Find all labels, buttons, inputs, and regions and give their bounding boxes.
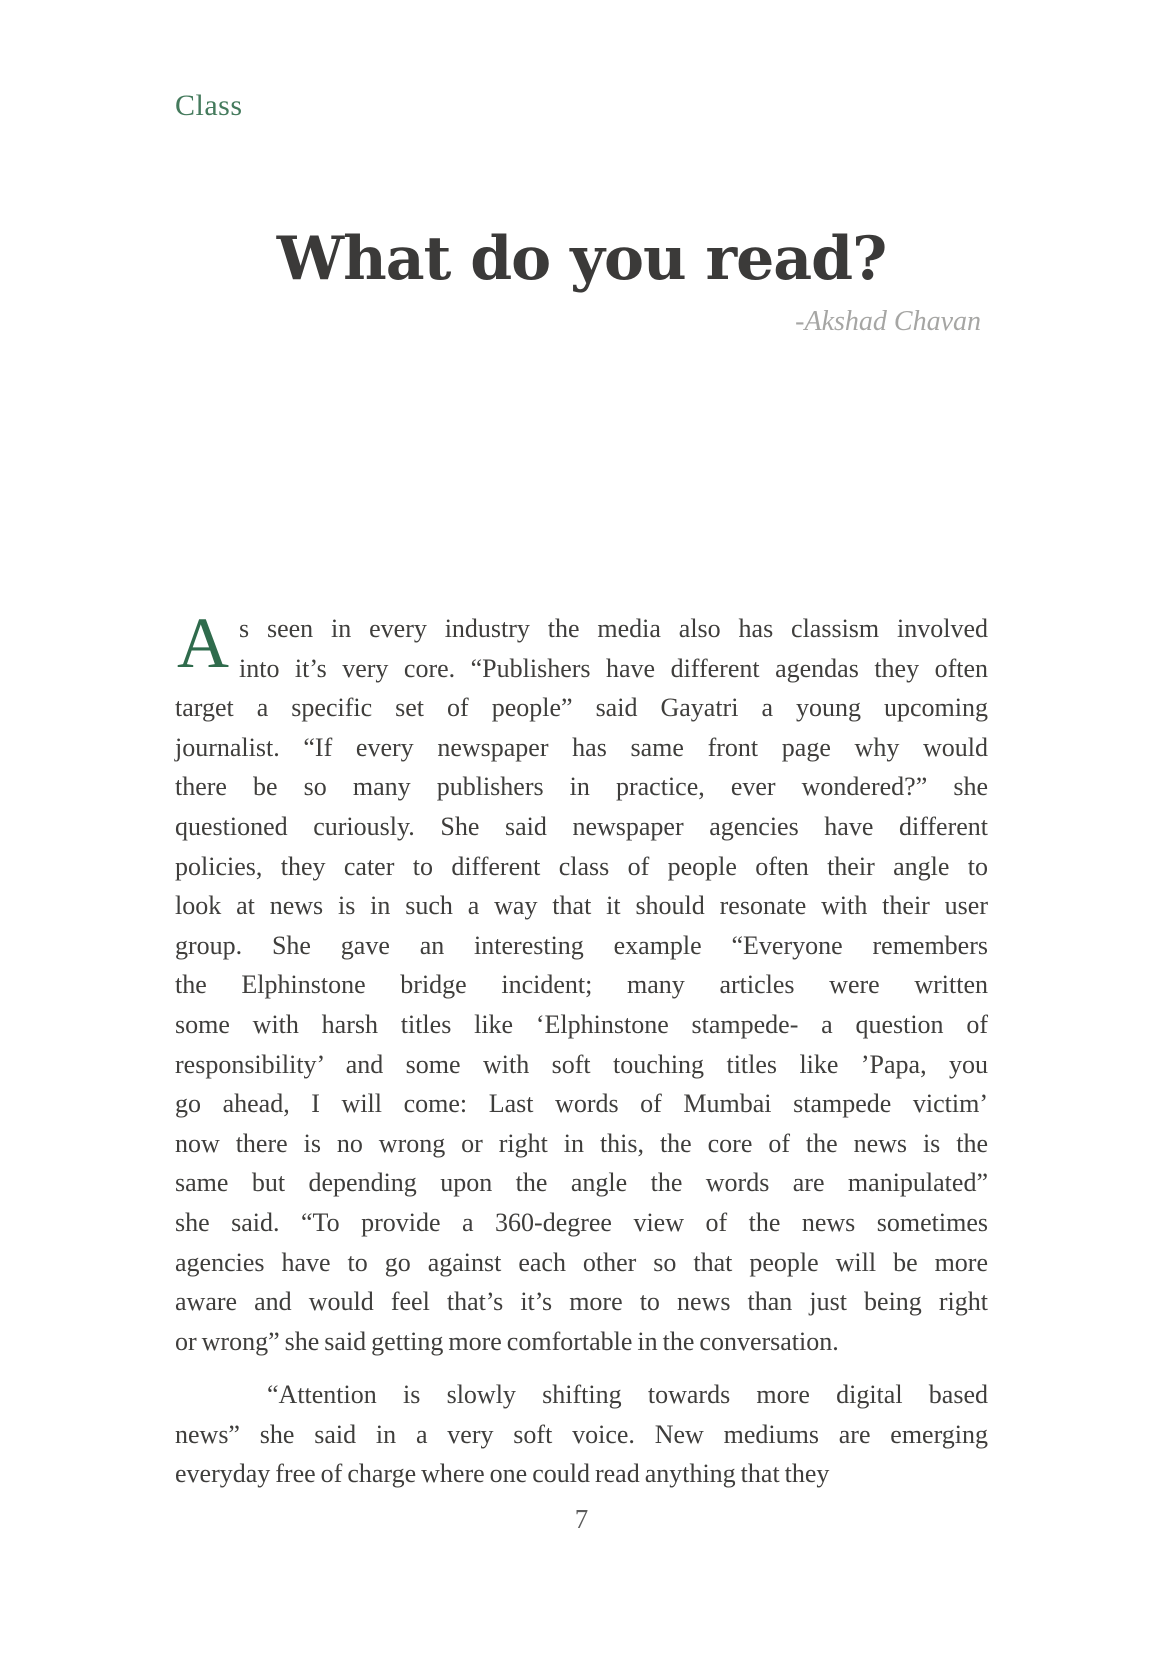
body-line: look at news is in such a way that it should resonate with their user	[175, 891, 988, 921]
body-line: the Elphinstone bridge incident; many articles were written	[175, 970, 988, 1000]
paragraph-1	[175, 603, 988, 1361]
body-line: aware and would feel that’s it’s more to news than just being right	[175, 1287, 988, 1317]
body-line: news” she said in a very soft voice. New mediums are emerging	[175, 1419, 988, 1449]
section-label: Class	[175, 89, 243, 122]
body-line: group. She gave an interesting example “Everyone remembers	[175, 930, 988, 960]
body-line: everyday free of charge where one could read anything that they	[175, 1459, 830, 1489]
body-line: go ahead, I will come: Last words of Mumbai stampede victim’	[175, 1089, 988, 1119]
body-line: s seen in every industry the media also has classism involved	[239, 614, 988, 643]
body-line: she said. “To provide a 360-degree view of the news sometimes	[175, 1207, 988, 1237]
body-line: now there is no wrong or right in this, the core of the news is the	[175, 1128, 988, 1158]
body-line: responsibility’ and some with soft touching titles like ’Papa, you	[175, 1049, 988, 1079]
body-line: target a specific set of people” said Gayatri a young upcoming	[175, 693, 988, 723]
body-line: questioned curiously. She said newspaper agencies have different	[175, 811, 988, 841]
body-line: policies, they cater to different class of people often their angle to	[175, 851, 988, 881]
article-body	[175, 603, 988, 1494]
body-line: or wrong” she said getting more comfortable in the conversation.	[175, 1326, 839, 1356]
body-line: “Attention is slowly shifting towards more digital based	[267, 1380, 988, 1410]
body-line: same but depending upon the angle the words are manipulated”	[175, 1168, 988, 1198]
drop-cap: A	[177, 603, 229, 683]
body-line: agencies have to go against each other so that people will be more	[175, 1247, 988, 1277]
page-number: 7	[574, 1504, 589, 1534]
byline: -Akshad Chavan	[795, 306, 981, 337]
body-line: some with harsh titles like ‘Elphinstone stampede- a question of	[175, 1009, 988, 1039]
body-line: into it’s very core. “Publishers have different agendas they often	[239, 653, 988, 683]
body-line: there be so many publishers in practice, ever wondered?” she	[175, 772, 988, 802]
paragraph-2	[175, 1375, 988, 1494]
page-title: What do you read?	[276, 224, 887, 294]
body-line: journalist. “If every newspaper has same front page why would	[175, 732, 988, 762]
